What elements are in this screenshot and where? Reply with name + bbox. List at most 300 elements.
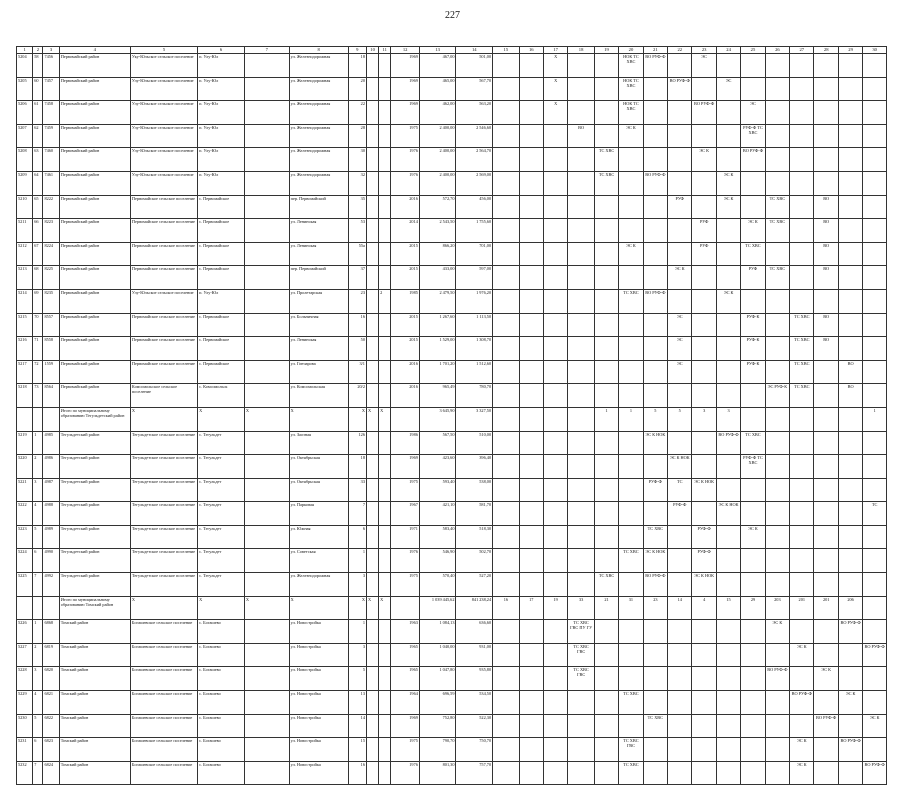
- table-cell: ВО РУФ-Ф: [643, 289, 667, 313]
- table-cell: 5224: [17, 549, 33, 573]
- table-cell: Тегульдетский район: [59, 455, 130, 479]
- table-cell: [543, 219, 567, 243]
- table-cell: [668, 761, 692, 785]
- table-cell: 1 529,00: [419, 337, 456, 361]
- table-cell: ЭС: [716, 77, 740, 101]
- table-cell: [765, 431, 789, 455]
- table-cell: 5213: [17, 266, 33, 290]
- table-cell: Х: [543, 77, 567, 101]
- table-cell: ул. Октябрьская: [289, 478, 348, 502]
- table-cell: 5221: [17, 478, 33, 502]
- table-cell: [765, 242, 789, 266]
- table-cell: [519, 337, 543, 361]
- table-cell: [493, 407, 519, 431]
- table-cell: 546,90: [419, 549, 456, 573]
- table-cell: [765, 289, 789, 313]
- table-cell: 5220: [17, 455, 33, 479]
- table-cell: [366, 761, 378, 785]
- table-cell: [519, 148, 543, 172]
- table-cell: [519, 407, 543, 431]
- table-cell: ВО РУФ-Ф: [814, 714, 838, 738]
- table-cell: [716, 691, 740, 715]
- table-cell: 8557: [43, 313, 59, 337]
- table-cell: ТС ХВС: [741, 242, 765, 266]
- table-cell: 421,10: [419, 502, 456, 526]
- table-cell: [519, 384, 543, 408]
- table-row: [17, 478, 887, 502]
- table-row: [17, 714, 887, 738]
- table-cell: [594, 738, 618, 762]
- table-cell: [838, 407, 862, 431]
- table-cell: [493, 761, 519, 785]
- table-cell: [379, 455, 391, 479]
- table-cell: [379, 478, 391, 502]
- table-cell: ВО РУФ-Ф: [643, 171, 667, 195]
- table-cell: [814, 573, 838, 597]
- table-cell: 8235: [43, 289, 59, 313]
- table-cell: [765, 124, 789, 148]
- table-cell: 50: [348, 337, 366, 361]
- table-cell: [668, 124, 692, 148]
- table-cell: [543, 242, 567, 266]
- table-row: [17, 761, 887, 785]
- table-cell: [765, 337, 789, 361]
- table-cell: [741, 549, 765, 573]
- table-cell: [863, 738, 887, 762]
- table-cell: 1559: [43, 360, 59, 384]
- table-cell: ТС ХВС: [619, 549, 643, 573]
- table-cell: [863, 525, 887, 549]
- table-cell: ул. Гончарова: [289, 360, 348, 384]
- table-cell: ул. Новостройка: [289, 761, 348, 785]
- table-cell: 1976: [391, 171, 419, 195]
- table-cell: Первомайское сельское поселение: [130, 337, 197, 361]
- table-cell: [244, 691, 289, 715]
- table-cell: 28: [348, 124, 366, 148]
- table-cell: [790, 714, 814, 738]
- table-cell: 1 113,50: [456, 313, 493, 337]
- table-cell: [379, 431, 391, 455]
- table-cell: [814, 525, 838, 549]
- table-cell: Х: [543, 54, 567, 78]
- table-cell: 636,60: [456, 620, 493, 644]
- table-cell: 1 040,00: [419, 643, 456, 667]
- table-cell: [379, 643, 391, 667]
- table-cell: 58: [33, 54, 43, 78]
- table-cell: [543, 313, 567, 337]
- table-cell: ул. Новостройка: [289, 738, 348, 762]
- table-cell: [838, 667, 862, 691]
- table-cell: [619, 502, 643, 526]
- table-cell: [863, 596, 887, 620]
- table-cell: [568, 360, 594, 384]
- table-cell: Тегульдетский район: [59, 525, 130, 549]
- table-cell: 1986: [391, 431, 419, 455]
- table-cell: 1 267,60: [419, 313, 456, 337]
- table-cell: ЭС К НОК: [692, 478, 716, 502]
- table-cell: 1: [33, 431, 43, 455]
- table-cell: ТС ХВС: [765, 219, 789, 243]
- table-cell: [519, 124, 543, 148]
- table-cell: 2 400,00: [419, 171, 456, 195]
- table-cell: 570,40: [419, 573, 456, 597]
- table-cell: п. Улу-Юл: [198, 101, 245, 125]
- table-cell: 3: [33, 478, 43, 502]
- table-cell: [543, 384, 567, 408]
- table-cell: [692, 643, 716, 667]
- table-cell: [493, 337, 519, 361]
- table-row: [17, 384, 887, 408]
- table-cell: Тегульдетское сельское поселение: [130, 573, 197, 597]
- table-body: [17, 54, 887, 785]
- table-cell: [379, 714, 391, 738]
- table-cell: 5214: [17, 289, 33, 313]
- table-cell: [741, 195, 765, 219]
- table-cell: ул. Пролетарская: [289, 289, 348, 313]
- table-cell: ул. Ленинская: [289, 219, 348, 243]
- table-cell: 5219: [17, 431, 33, 455]
- table-cell: [643, 219, 667, 243]
- table-cell: [366, 478, 378, 502]
- table-cell: 33: [348, 478, 366, 502]
- table-cell: [643, 195, 667, 219]
- table-cell: [366, 242, 378, 266]
- table-cell: 841 238,24: [456, 596, 493, 620]
- table-cell: 73: [33, 384, 43, 408]
- table-cell: [366, 101, 378, 125]
- table-cell: [814, 761, 838, 785]
- table-cell: с. Тегульдет: [198, 478, 245, 502]
- table-cell: 14: [668, 596, 692, 620]
- table-cell: [692, 761, 716, 785]
- table-cell: 1985: [391, 289, 419, 313]
- table-cell: 7457: [43, 77, 59, 101]
- column-header: 5: [130, 47, 197, 54]
- table-cell: [863, 242, 887, 266]
- table-cell: РУФ: [692, 219, 716, 243]
- table-cell: [814, 455, 838, 479]
- table-cell: [716, 384, 740, 408]
- table-cell: 465,00: [419, 77, 456, 101]
- table-cell: [716, 219, 740, 243]
- table-cell: [863, 384, 887, 408]
- table-cell: Первомайский район: [59, 124, 130, 148]
- table-cell: [244, 478, 289, 502]
- table-cell: [543, 195, 567, 219]
- table-cell: 1 039 445,62: [419, 596, 456, 620]
- table-cell: ВО РУФ-Ф: [863, 761, 887, 785]
- table-cell: [619, 478, 643, 502]
- table-cell: [366, 266, 378, 290]
- table-cell: ул. Ленинская: [289, 242, 348, 266]
- table-cell: [568, 195, 594, 219]
- table-cell: 801,30: [419, 761, 456, 785]
- table-cell: [765, 313, 789, 337]
- table-cell: [765, 714, 789, 738]
- table-cell: 3: [348, 573, 366, 597]
- table-cell: 2 569,00: [456, 171, 493, 195]
- table-cell: [379, 502, 391, 526]
- table-cell: [619, 337, 643, 361]
- table-cell: ВО РУФ-Ф: [741, 148, 765, 172]
- table-cell: 3: [716, 407, 740, 431]
- table-cell: ТС: [668, 478, 692, 502]
- table-cell: [692, 77, 716, 101]
- table-cell: [741, 478, 765, 502]
- table-cell: [790, 101, 814, 125]
- table-cell: ТС ХВС: [741, 431, 765, 455]
- table-cell: Тегульдетский район: [59, 431, 130, 455]
- table-cell: [594, 431, 618, 455]
- table-cell: [863, 667, 887, 691]
- table-cell: Итого по муниципальному образованию Томский район: [59, 596, 130, 620]
- table-cell: Улу-Юльское сельское поселение: [130, 171, 197, 195]
- table-cell: 6823: [43, 738, 59, 762]
- table-cell: 5205: [17, 77, 33, 101]
- table-cell: 23: [348, 289, 366, 313]
- table-cell: Улу-Юльское сельское поселение: [130, 124, 197, 148]
- table-cell: ул. Парковая: [289, 502, 348, 526]
- table-row: [17, 124, 887, 148]
- table-cell: НОК ТС ХВС: [619, 54, 643, 78]
- column-header: 16: [519, 47, 543, 54]
- table-cell: 534,50: [456, 691, 493, 715]
- table-cell: 696,59: [419, 691, 456, 715]
- table-cell: [790, 242, 814, 266]
- table-cell: ТС ХВС: [643, 525, 667, 549]
- table-cell: 15: [716, 596, 740, 620]
- table-cell: [568, 77, 594, 101]
- table-cell: 6: [33, 738, 43, 762]
- table-cell: 2 400,00: [419, 148, 456, 172]
- table-cell: 16: [493, 596, 519, 620]
- table-cell: 1 047,80: [419, 667, 456, 691]
- table-cell: [643, 455, 667, 479]
- table-cell: ул. Новостройка: [289, 643, 348, 667]
- table-cell: [716, 313, 740, 337]
- table-cell: 2016: [391, 384, 419, 408]
- table-cell: с. Богашево: [198, 738, 245, 762]
- table-cell: 2: [33, 643, 43, 667]
- table-cell: [568, 431, 594, 455]
- table-cell: 2 543,50: [419, 219, 456, 243]
- table-cell: [838, 266, 862, 290]
- table-cell: 5: [668, 407, 692, 431]
- table-cell: [519, 738, 543, 762]
- column-header: 21: [643, 47, 667, 54]
- table-cell: [716, 478, 740, 502]
- table-cell: ТС ХВС ГВС: [568, 667, 594, 691]
- table-cell: [838, 761, 862, 785]
- column-header: 7: [244, 47, 289, 54]
- table-cell: 20/2: [348, 384, 366, 408]
- table-cell: [643, 266, 667, 290]
- table-cell: 1: [348, 620, 366, 644]
- table-cell: 7: [33, 573, 43, 597]
- table-cell: [643, 242, 667, 266]
- table-cell: [814, 502, 838, 526]
- table-cell: ЭС К НОК: [668, 455, 692, 479]
- table-cell: [493, 502, 519, 526]
- table-cell: [692, 502, 716, 526]
- table-cell: 1967: [391, 502, 419, 526]
- table-cell: РУФ: [692, 242, 716, 266]
- table-cell: ул. Железнодорожная: [289, 77, 348, 101]
- column-header: 2: [33, 47, 43, 54]
- table-cell: Томский район: [59, 714, 130, 738]
- table-cell: ВО: [814, 337, 838, 361]
- table-cell: [814, 691, 838, 715]
- table-cell: 35: [348, 195, 366, 219]
- table-cell: 4989: [43, 525, 59, 549]
- table-cell: 201: [790, 596, 814, 620]
- table-cell: [668, 691, 692, 715]
- table-cell: ул. Ленинская: [289, 337, 348, 361]
- table-cell: [493, 77, 519, 101]
- table-cell: ТС ХВС ГВС ПУ ГУ: [568, 620, 594, 644]
- table-cell: [838, 171, 862, 195]
- table-cell: [814, 77, 838, 101]
- table-cell: [692, 384, 716, 408]
- column-header: 18: [568, 47, 594, 54]
- table-cell: [790, 266, 814, 290]
- table-cell: 433,00: [419, 266, 456, 290]
- table-cell: [790, 573, 814, 597]
- table-cell: 61: [33, 101, 43, 125]
- table-cell: [568, 573, 594, 597]
- table-cell: [863, 266, 887, 290]
- table-cell: [568, 407, 594, 431]
- table-cell: с. Тегульдет: [198, 431, 245, 455]
- table-cell: [519, 195, 543, 219]
- table-row: [17, 313, 887, 337]
- table-cell: Первомайский район: [59, 360, 130, 384]
- table-cell: [493, 738, 519, 762]
- table-cell: [619, 313, 643, 337]
- table-cell: [568, 266, 594, 290]
- table-cell: 5231: [17, 738, 33, 762]
- table-cell: Первомайский район: [59, 337, 130, 361]
- table-cell: [863, 455, 887, 479]
- table-cell: 423,60: [419, 455, 456, 479]
- table-cell: [814, 171, 838, 195]
- table-cell: [244, 337, 289, 361]
- table-cell: [790, 502, 814, 526]
- table-cell: [366, 714, 378, 738]
- column-header: 6: [198, 47, 245, 54]
- table-cell: ЭС К: [619, 242, 643, 266]
- table-cell: [543, 171, 567, 195]
- table-cell: РУФ-К: [741, 360, 765, 384]
- table-cell: [568, 738, 594, 762]
- table-cell: ул. Новостройка: [289, 620, 348, 644]
- table-cell: ВО РУФ-Ф: [643, 573, 667, 597]
- table-cell: Первомайское сельское поселение: [130, 360, 197, 384]
- table-cell: [493, 124, 519, 148]
- table-cell: Х: [130, 596, 197, 620]
- table-cell: [643, 761, 667, 785]
- table-cell: 752,80: [419, 714, 456, 738]
- table-cell: 462,00: [419, 101, 456, 125]
- column-header: 15: [493, 47, 519, 54]
- table-cell: [366, 525, 378, 549]
- table-cell: ТС ХВС ГВС: [568, 643, 594, 667]
- table-cell: пер. Первомайский: [289, 195, 348, 219]
- table-cell: [244, 573, 289, 597]
- table-cell: [741, 573, 765, 597]
- table-cell: [668, 714, 692, 738]
- table-cell: п. Улу-Юл: [198, 124, 245, 148]
- table-cell: РУФ-Ф: [643, 478, 667, 502]
- table-cell: ул. Заозная: [289, 431, 348, 455]
- table-cell: [594, 313, 618, 337]
- table-cell: [244, 738, 289, 762]
- table-cell: [790, 219, 814, 243]
- table-row: [17, 266, 887, 290]
- table-cell: 1 084,13: [419, 620, 456, 644]
- table-cell: [643, 360, 667, 384]
- table-cell: [543, 643, 567, 667]
- column-header: 29: [838, 47, 862, 54]
- table-cell: [765, 691, 789, 715]
- table-cell: [519, 54, 543, 78]
- table-cell: [692, 171, 716, 195]
- table-cell: [379, 101, 391, 125]
- table-cell: Первомайский район: [59, 171, 130, 195]
- table-cell: ЭС: [741, 101, 765, 125]
- table-cell: [519, 266, 543, 290]
- table-cell: Тегульдетское сельское поселение: [130, 478, 197, 502]
- table-cell: 4: [692, 596, 716, 620]
- table-cell: [838, 195, 862, 219]
- table-cell: [568, 455, 594, 479]
- table-cell: [493, 242, 519, 266]
- table-cell: с. Тегульдет: [198, 502, 245, 526]
- table-cell: 965,49: [419, 384, 456, 408]
- table-cell: [594, 761, 618, 785]
- table-cell: [244, 761, 289, 785]
- table-cell: [519, 502, 543, 526]
- table-cell: [765, 54, 789, 78]
- table-cell: [594, 384, 618, 408]
- table-cell: Богашевское сельское поселение: [130, 761, 197, 785]
- table-cell: [838, 643, 862, 667]
- table-cell: [619, 714, 643, 738]
- table-cell: 1976: [391, 549, 419, 573]
- table-cell: [594, 525, 618, 549]
- table-cell: [692, 124, 716, 148]
- table-cell: РУФ: [741, 266, 765, 290]
- table-cell: [366, 738, 378, 762]
- table-cell: [493, 195, 519, 219]
- table-cell: с. Тегульдет: [198, 549, 245, 573]
- table-cell: [568, 525, 594, 549]
- table-cell: Первомайский район: [59, 313, 130, 337]
- table-cell: 5: [643, 407, 667, 431]
- table-cell: [863, 219, 887, 243]
- table-cell: 6: [33, 549, 43, 573]
- table-cell: 522,30: [456, 714, 493, 738]
- table-cell: ЭС К: [668, 266, 692, 290]
- column-header: 14: [456, 47, 493, 54]
- table-cell: [668, 431, 692, 455]
- table-cell: ВО РУФ-Ф: [692, 101, 716, 125]
- table-cell: [741, 171, 765, 195]
- table-cell: [790, 431, 814, 455]
- table-cell: [366, 195, 378, 219]
- table-cell: Томский район: [59, 761, 130, 785]
- table-cell: Улу-Юльское сельское поселение: [130, 289, 197, 313]
